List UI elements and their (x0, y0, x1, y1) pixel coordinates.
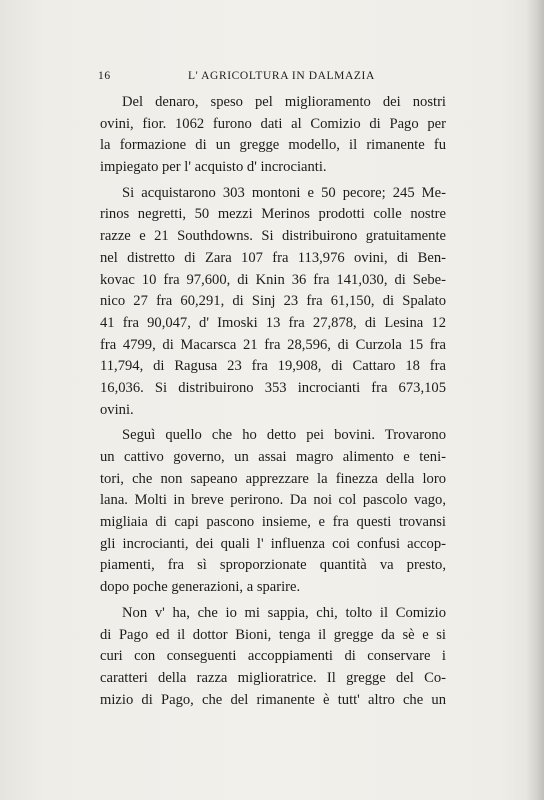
text-line: nel distretto di Zara 107 fra 113,976 ovini, di Ben- (100, 249, 446, 266)
text-line: ovini. (100, 401, 134, 418)
text-line: di Pago ed il dottor Bioni, tenga il gregge da sè e si (100, 626, 446, 643)
page-edge-shadow (526, 0, 544, 800)
body-text (100, 92, 446, 711)
text-line: Seguì quello che ho detto pei bovini. Trovarono (122, 427, 446, 444)
text-line: Si acquistarono 303 montoni e 50 pecore; 245 Me- (122, 184, 446, 201)
text-line: kovac 10 fra 97,600, di Knin 36 fra 141,030, di Sebe- (100, 271, 446, 288)
text-line: 41 fra 90,047, d' Imoski 13 fra 27,878, di Lesina 12 (100, 314, 446, 331)
text-line: piamenti, fra sì sproporzionate quantità va presto, (100, 557, 446, 574)
text-line: ovini, fior. 1062 furono dati al Comizio di Pago per (100, 115, 446, 132)
text-line: un cattivo governo, un assai magro alimento e teni- (100, 449, 446, 465)
text-line: gli incrocianti, dei quali l' influenza coi confusi accop- (100, 535, 446, 552)
text-line: razze e 21 Southdowns. Si distribuirono gratuitamente (100, 228, 446, 245)
text-line: nico 27 fra 60,291, di Sinj 23 fra 61,150, di Spalato (100, 293, 446, 310)
text-line: caratteri della razza miglioratrice. Il gregge del Co- (100, 669, 446, 686)
paragraph-2 (100, 183, 446, 422)
text-line: impiegato per l' acquisto d' incrocianti. (100, 159, 327, 176)
text-line: la formazione di un gregge modello, il rimanente fu (100, 137, 446, 154)
text-line: migliaia di capi pascono insieme, e fra questi trovansi (100, 514, 446, 531)
paragraph-3 (100, 425, 446, 599)
text-line: tori, che non sapeano apprezzare la finezza della loro (100, 470, 446, 487)
page-header (98, 70, 458, 86)
text-line: 11,794, di Ragusa 23 fra 19,908, di Cattaro 18 fra (100, 358, 446, 375)
running-title: L' AGRICOLTURA IN DALMAZIA (188, 70, 375, 82)
text-line: Del denaro, speso pel miglioramento dei nostri (122, 94, 446, 110)
text-line: rinos negretti, 50 mezzi Merinos prodotti colle nostre (100, 206, 446, 223)
page-number: 16 (98, 70, 111, 82)
text-line: 16,036. Si distribuirono 353 incrocianti fra 673,105 (100, 379, 446, 396)
text-line: fra 4799, di Macarsca 21 fra 28,596, di Curzola 15 fra (100, 336, 446, 353)
paragraph-4 (100, 603, 446, 711)
paragraph-1 (100, 92, 446, 179)
text-line: lana. Molti in breve perirono. Da noi col pascolo vago, (100, 492, 446, 509)
text-line: mizio di Pago, che del rimanente è tutt' altro che un (100, 691, 446, 708)
text-line: dopo poche generazioni, a sparire. (100, 579, 301, 596)
text-line: curi con conseguenti accoppiamenti di conservare i (100, 648, 446, 665)
text-line: Non v' ha, che io mi sappia, chi, tolto il Comizio (122, 604, 446, 621)
